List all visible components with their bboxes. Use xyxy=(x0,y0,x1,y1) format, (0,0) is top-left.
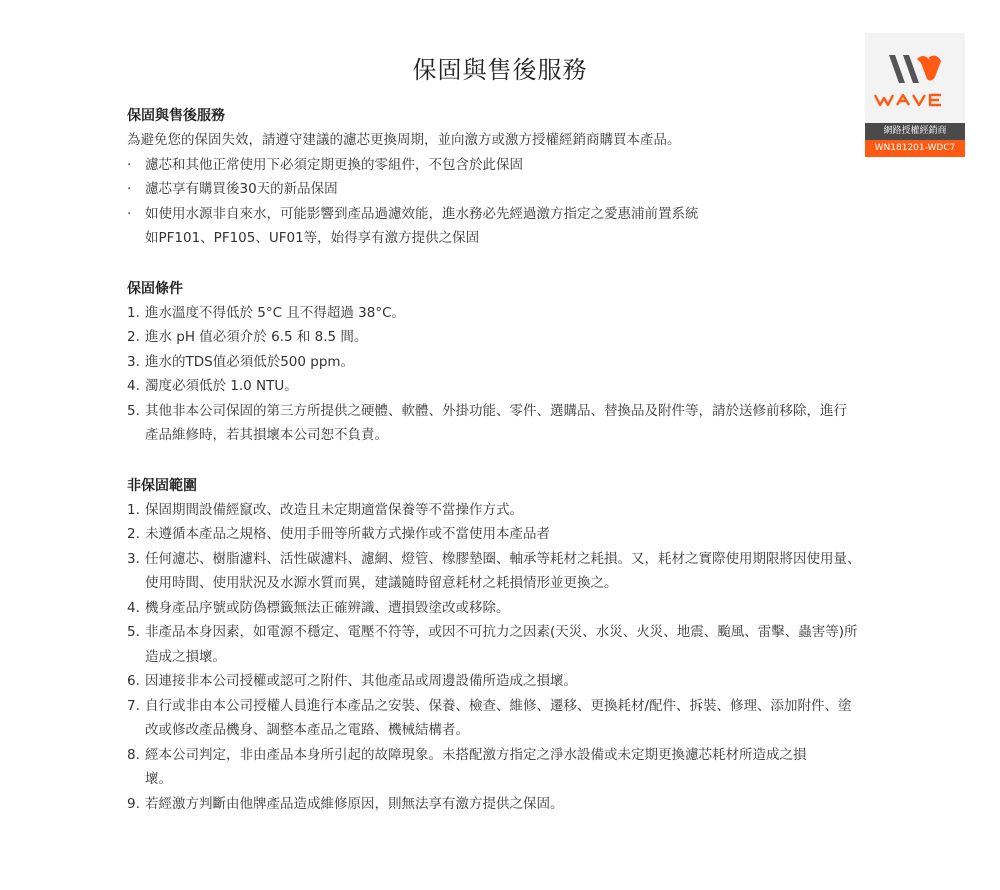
list-number: 6. xyxy=(127,673,140,689)
list-item xyxy=(127,350,887,375)
list-item xyxy=(127,399,887,424)
page-title: 保固與售後服務 xyxy=(412,56,588,84)
list-item-text: 其他非本公司保固的第三方所提供之硬體、軟體、外掛功能、零件、選購品、替換品及附件等，請於送修前移除，進行 xyxy=(145,402,847,419)
list-item xyxy=(127,669,887,694)
list-item xyxy=(127,522,887,547)
list-number: 2. xyxy=(127,329,140,345)
list-item-text: 壞。 xyxy=(145,771,172,787)
list-item-continuation xyxy=(127,571,887,596)
warranty-content xyxy=(127,104,887,816)
list-item-text: 使用時間、使用狀況及水源水質而異，建議隨時留意耗材之耗損情形並更換之。 xyxy=(145,575,618,591)
list-item-continuation xyxy=(127,423,887,448)
list-item-text: 濾芯享有購買後30天的新品保固 xyxy=(145,181,338,197)
list-number: 1. xyxy=(127,304,140,321)
list-item-text: 自行或非由本公司授權人員進行本產品之安裝、保養、檢查、維修、遷移、更換耗材/配件、拆裝、修理、添加附件、塗 xyxy=(145,697,852,714)
section-title-exclusions: 非保固範圍 xyxy=(127,477,197,494)
list-item xyxy=(127,792,887,817)
list-item-text: 保固期間設備經竄改、改造且未定期適當保養等不當操作方式。 xyxy=(145,501,523,518)
dealer-code: WN181201-WDC7 xyxy=(865,140,965,157)
list-item-text: 造成之損壞。 xyxy=(145,648,226,665)
list-item-text: 改或修改產品機身、調整本產品之電路、機械結構者。 xyxy=(145,722,469,738)
list-number: 5. xyxy=(127,402,140,419)
list-number: 8. xyxy=(127,746,140,763)
list-item-text: 如PF101、PF105、UF01等，始得享有激方提供之保固 xyxy=(145,230,480,246)
list-item-text: 進水的TDS值必須低於500 ppm。 xyxy=(145,353,355,370)
list-item xyxy=(127,743,887,768)
list-item-text: 未遵循本產品之規格、使用手冊等所載方式操作或不當使用本產品者 xyxy=(145,526,550,542)
list-item xyxy=(127,153,887,178)
list-number: 2. xyxy=(127,526,140,542)
list-item xyxy=(127,694,887,719)
list-item-continuation xyxy=(127,767,887,792)
list-item-text: 濁度必須低於 1.0 NTU。 xyxy=(145,378,298,394)
list-item-text: 濾芯和其他正常使用下必須定期更換的零組件，不包含於此保固 xyxy=(145,156,523,173)
list-number: 3. xyxy=(127,550,140,567)
list-item xyxy=(127,325,887,350)
list-item xyxy=(127,301,887,326)
list-item-text: 機身產品序號或防偽標籤無法正確辨識、遭損毀塗改或移除。 xyxy=(145,599,510,616)
list-item-text: 如使用水源非自來水，可能影響到產品過濾效能，進水務必先經過激方指定之愛惠浦前置系統 xyxy=(145,205,699,222)
list-item xyxy=(127,547,887,572)
list-item-continuation xyxy=(127,718,887,743)
bullet-marker: · xyxy=(127,205,132,222)
list-item-text: 進水 pH 值必須介於 6.5 和 8.5 間。 xyxy=(145,329,368,345)
list-item xyxy=(127,620,887,645)
service-intro: 為避免您的保固失效，請遵守建議的濾芯更換周期，並向激方或激方授權經銷商購買本產品。 xyxy=(127,132,681,148)
section-title-conditions: 保固條件 xyxy=(127,280,183,297)
list-number: 1. xyxy=(127,501,140,518)
bullet-marker: · xyxy=(127,181,132,197)
list-number: 4. xyxy=(127,378,140,394)
dealer-label: 網路授權經銷商 xyxy=(865,123,965,140)
list-number: 7. xyxy=(127,697,140,714)
list-item-text: 非產品本身因素，如電源不穩定、電壓不符等，或因不可抗力之因素(天災、水災、火災、地震、颱風、雷擊、蟲害等)所 xyxy=(145,624,858,640)
list-number: 5. xyxy=(127,624,140,640)
list-item-continuation xyxy=(127,226,887,251)
list-item xyxy=(127,374,887,399)
list-item-text: 任何濾芯、樹脂濾料、活性碳濾料、濾網、燈管、橡膠墊圈、軸承等耗材之耗損。又，耗材之實際使用期限將因使用量、 xyxy=(145,550,861,567)
list-item xyxy=(127,202,887,227)
section-title-service: 保固與售後服務 xyxy=(127,108,225,124)
list-item-continuation xyxy=(127,645,887,670)
list-item-text: 若經激方判斷由他牌產品造成維修原因，則無法享有激方提供之保固。 xyxy=(145,795,564,812)
list-item-text: 進水溫度不得低於 5°C 且不得超過 38°C。 xyxy=(145,304,405,321)
list-number: 9. xyxy=(127,795,140,812)
list-number: 3. xyxy=(127,353,140,370)
list-item-text: 因連接非本公司授權或認可之附件、其他產品或周邊設備所造成之損壞。 xyxy=(145,673,577,689)
list-item xyxy=(127,498,887,523)
list-item-text: 經本公司判定，非由產品本身所引起的故障現象。未搭配激方指定之淨水設備或未定期更換濾芯耗材所造成之損 xyxy=(145,746,807,763)
list-item xyxy=(127,596,887,621)
list-item xyxy=(127,177,887,202)
wave-mark-icon xyxy=(883,49,947,89)
list-item-text: 產品維修時，若其損壞本公司恕不負責。 xyxy=(145,427,388,443)
list-number: 4. xyxy=(127,599,140,616)
bullet-marker: · xyxy=(127,156,132,173)
